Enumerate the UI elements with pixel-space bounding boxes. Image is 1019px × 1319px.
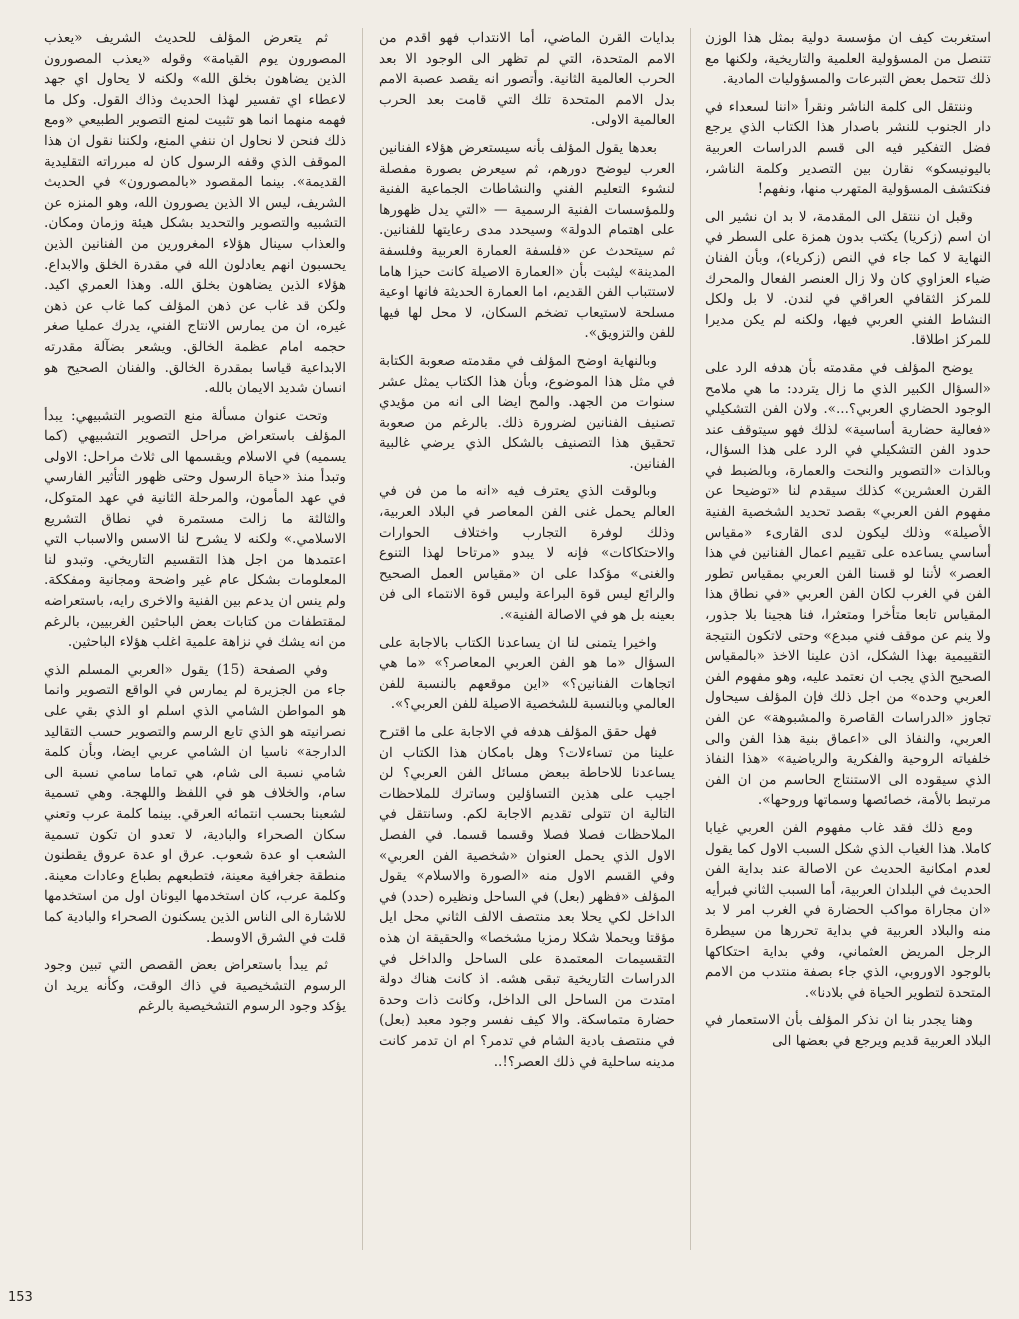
paragraph: واخيرا يتمنى لنا ان يساعدنا الكتاب بالاجابة على السؤال «ما هو الفن العربي المعاصر؟» «ما هي اتجاهات الفنانين؟» «اين موقعهم بالنسبة للفن العالمي وبالنسبة للشخصية الاصيلة للفن العربي؟».: [379, 634, 675, 713]
text-column-right: [705, 28, 991, 1278]
paragraph: فهل حقق المؤلف هدفه في الاجابة على ما اقترح علينا من تساءلات؟ وهل بامكان هذا الكتاب ان يساعدنا للاحاطة ببعض مسائل الفن العربي؟ لن اجيب على هذين التساؤلين وساترك للملاحظات التالية ان تتولى تقديم الاجابة لكم. وسانتقل في الملاحظات فصلا فصلا وقسما قسما. في الفصل الاول الذي يحمل العنوان «شخصية الفن العربي» وفي القسم الاول منه «الصورة والاسلام» يقول المؤلف «فظهر (بعل) في الساحل ونظيره (حدد) في الداخل لكي يحلا بعد منتصف الالف الثاني محل ايل مؤقتا ويحملا شكلا رمزيا مشخصا» والحقيقة ان هذه التقسيمات المعتمدة على الساحل والداخل في الدراسات التاريخية تبقى هشه. اذ كانت هناك دولة امتدت من الساحل الى الداخل، وكانت ذات وحدة حضارة متماسكة. والا كيف نفسر وجود معبد (بعل) في منتصف بادية الشام في تدمر؟ ام ان تدمر كانت مدينه ساحلية في ذلك العصر؟!..: [379, 724, 675, 1070]
page-number: 153: [8, 1290, 33, 1305]
paragraph: وننتقل الى كلمة الناشر ونقرأ «اننا لسعداء في دار الجنوب للنشر باصدار هذا الكتاب الذي يرجع فضل التفكير فيه الى قسم الدراسات العربية باليونيسكو» نقارن بين التصدير وكلمة الناشر، فنكتشف المسؤولية المتهرب منها، ونفهم!: [705, 98, 991, 198]
text-column-left: [44, 28, 346, 1278]
paragraph: ومع ذلك فقد غاب مفهوم الفن العربي غيابا كاملا. هذا الغياب الذي شكل السبب الاول كما يقول لعدم امكانية الحديث عن الاصالة عند بداية الفن الحديث في البلدان العربية، أما السبب الثاني فبرأيه «ان مجاراة مواكب الحضارة في الغرب امر لا بد منه والبلاد العربية في بداية تحررها من سيطرة الرجل المريض العثماني، وفي بداية احتكاكها بالوجود الاوروبي، الذي جاء بصفة منتدب من الامم المتحدة لتطوير الحياة في بلادنا».: [705, 819, 991, 1001]
paragraph: وبالنهاية اوضح المؤلف في مقدمته صعوبة الكتابة في مثل هذا الموضوع، وبأن هذا الكتاب يمثل عشر سنوات من الجهد. والمح ايضا الى انه من مؤيدي تصنيف الفنانين لضرورة ذلك. بالرغم من صعوبة تحقيق هذا التصنيف بالشكل الذي يرضي غالبية الفنانين.: [379, 352, 675, 472]
paragraph: بدايات القرن الماضي، أما الانتداب فهو اقدم من الامم المتحدة، التي لم تظهر الى الوجود الا بعد الحرب العالمية الثانية. وأتصور انه يقصد عصبة الامم بدل الامم المتحدة تلك التي قامت بعد الحرب العالمية الاولى.: [379, 30, 675, 129]
paragraph: وبالوقت الذي يعترف فيه «انه ما من فن في العالم يحمل غنى الفن المعاصر في البلاد العربية، وذلك لوفرة التجارب واختلاف الحوارات والاحتكاكات» فإنه لا يبدو «مرتاحا لهذا التنوع والغنى» مؤكدا على ان «مقياس العمل الصحيح والرائع ليس قوة البراعة وليس قوة الانتماء الى فن بعينه بل هو في الاصالة الفنية».: [379, 483, 675, 624]
column-divider: [362, 28, 363, 1250]
paragraph: وقبل ان ننتقل الى المقدمة، لا بد ان نشير الى ان اسم (زكريا) يكتب بدون همزة على السطر في النهاية لا كما جاء في النص (زكرياء)، وبأن الفنان ضياء العزاوي كان ولا زال العنصر الفعال والمحرك للمركز الثقافي العراقي في لندن. لا بل ولكل النشاط الفني العربي فيها، ولكنه لم يكن مديرا للمركز اطلاقا.: [705, 208, 991, 349]
paragraph: ثم يبدأ باستعراض بعض القصص التي تبين وجود الرسوم التشخيصية في ذاك الوقت، وكأنه يريد ان يؤكد وجود الرسوم التشخيصية بالرغم: [44, 957, 346, 1015]
paragraph: يوضح المؤلف في مقدمته بأن هدفه الرد على «السؤال الكبير الذي ما زال يتردد: ما هي ملامح الوجود الحضاري العربي؟...». ولان الفن التشكيلي «فعالية حضارية أساسية» لذلك فهو سيتوقف عند حدود الفن التشكيلي في الرد على هذا السؤال، وبالذات «التصوير والنحت والعمارة، وبالضبط في القرن العشرين» كذلك سيقدم لنا «توضيحا عن مفهوم الفن العربي» بقصد تحديد الشخصية الفنية الأصيلة» وذلك ليكون لدى القارىء «مقياس أساسي يساعده على تقييم اعمال الفنانين في هذا العصر» لأننا لو قسنا الفن العربي بمقياس تطور الفن في الغرب لكان الفن العربي «في نطاق هذا المقياس تابعا متأخرا ومتعثرا، فنا هجينا بلا جذور، ولا ينم عن موقف فني مبدع» وحتى لاتكون النتيجة التقييمية بهذا الشكل، اذن علينا الاخذ «بالمقياس الصحيح الذي يجب ان نعتمد عليه، وهو مفهوم الفن العربي وحده» من اجل ذلك فإن المؤلف سيحاول تجاوز «الدراسات القاصرة والمشبوهة» عن الفن العربي، والنفاذ الى «اعماق بنية هذا الفن والى خلفياته الروحية والفكرية والرياضية» «هذا النفاذ الذي سيقوده الى الاستنتاج الحاسم من ان الفن مرتبط بالأمة، خصائصها وسماتها وروحها».: [705, 359, 991, 809]
paragraph: وتحت عنوان مسألة منع التصوير التشبيهي: يبدأ المؤلف باستعراض مراحل التصوير التشبيهي (كما يسميه) في الاسلام ويقسمها الى ثلاث مراحل: الاولى وتبدأ منذ «حياة الرسول وحتى ظهور التأثير الفارسي في عهد المأمون، والمرحلة الثانية في عهد المتوكل، والثالثة ما زالت مستمرة في نطاق التشريع الاسلامي.» ولكنه لا يشرح لنا الاسس والاسباب التي اعتمدها من اجل هذا التقسيم التاريخي. وتبدو لنا المعلومات بشكل عام غير واضحة ومجانية ومفككة. ولم ينس ان يدعم بين الفنية والاخرى رايه، باستعراضه لمقتطفات من كتابات بعض الباحثين الغربيين، بالرغم من انه يشك في نزاهة علمية اغلب هؤلاء الباحثين.: [44, 407, 346, 651]
paragraph: بعدها يقول المؤلف بأنه سيستعرض هؤلاء الفنانين العرب ليوضح دورهم، ثم سيعرض بصورة مفصلة لنشوء التعليم الفني والنشاطات الجماعية الفنية وللمؤسسات الفنية الرسمية — «التي يدل ظهورها على اهتمام الدولة» وسيحدد مدى رعايتها للفنانين. ثم سيتحدث عن «فلسفة العمارة العربية وفلسفة المدينة» ليثبت بأن «العمارة الاصيلة كانت حيزا هاما لاستتباب الفن القديم، اما العمارة الحديثة فانها اوعية مسلحة لاستيعاب تضخم السكان، لا محل لها فيها للفن والتزويق».: [379, 139, 675, 342]
column-divider: [690, 28, 691, 1250]
paragraph: استغربت كيف ان مؤسسة دولية بمثل هذا الوزن تتنصل من المسؤولية العلمية والتاريخية، ولكنها مع ذلك تتحمل بعض التبرعات والمسؤوليات المادية.: [705, 30, 991, 88]
paragraph: وهنا يجدر بنا ان نذكر المؤلف بأن الاستعمار في البلاد العربية قديم ويرجع في بعضها الى: [705, 1012, 991, 1049]
paragraph: وفي الصفحة (15) يقول «العربي المسلم الذي جاء من الجزيرة لم يمارس في الواقع التصوير وانما هو المواطن الشامي الذي اسلم او الذي بقي على نصرانيته هو الذي تابع الرسم والتصوير حسب التقاليد الدارجة» ناسيا ان الشامي عربي ايضا، وبأن كلمة شامي نسبة الى شام، هي تماما سامي نسبة الى سام، والخلاف هو في اللفظ واللهجة. وهي تسمية لشعبنا بحسب انتمائه العرقي. بينما كلمة عرب وتعني سكان الصحراء والبادية، لا تعدو ان تكون تسمية الشعب او عدة شعوب. عرق او عدة عروق يقطنون منطقة جغرافية معينة، فتطبعهم بطباع وعادات معينة. وكلمة عرب، كان استخدمها اليونان اول من استخدمها للاشارة الى الناس الذين يسكنون الصحراء والبادية كما قلت في الشرق الاوسط.: [44, 661, 346, 946]
paragraph: ثم يتعرض المؤلف للحديث الشريف «يعذب المصورون يوم القيامة» وقوله «يعذب المصورون الذين يضاهون بخلق الله» ولكنه لا يحاول اي جهد لاعطاء اي تفسير لهذا الحديث وذاك القول. وكل ما فهمه منهما انما هو تثبيت لمنع التصوير الطبيعي «ومع ذلك فنحن لا نحاول ان ننفي المنع، ولكننا نقول ان هذا الموقف الذي وقفه الرسول كان له مبرراته التقليدية القديمة». بينما المقصود «بالمصورون» في الحديث الشريف، ليس الا الذين يصورون الله، وهو المنزه عن التشبيه والتصوير والتحديد بشكل هيئة وزمان ومكان. والعذاب سينال هؤلاء المغرورين من الفنانين الذين يحسبون انهم يعادلون الله في مقدرة الخلق والابداع. هؤلاء الذين يضاهون بخلق الله. وهذا العمري اكيد. ولكن قد غاب عن ذهن المؤلف كما غاب عن ذهن غيره، ان من يمارس الانتاج الفني، يدرك عمليا صغر حجمه امام عظمة الخالق. ويشعر بضآلة مقدرته الابداعية قياسا بمقدرة الخالق. والفنان الصحيح هو انسان شديد الايمان بالله.: [44, 30, 346, 397]
text-column-middle: [379, 28, 675, 1278]
